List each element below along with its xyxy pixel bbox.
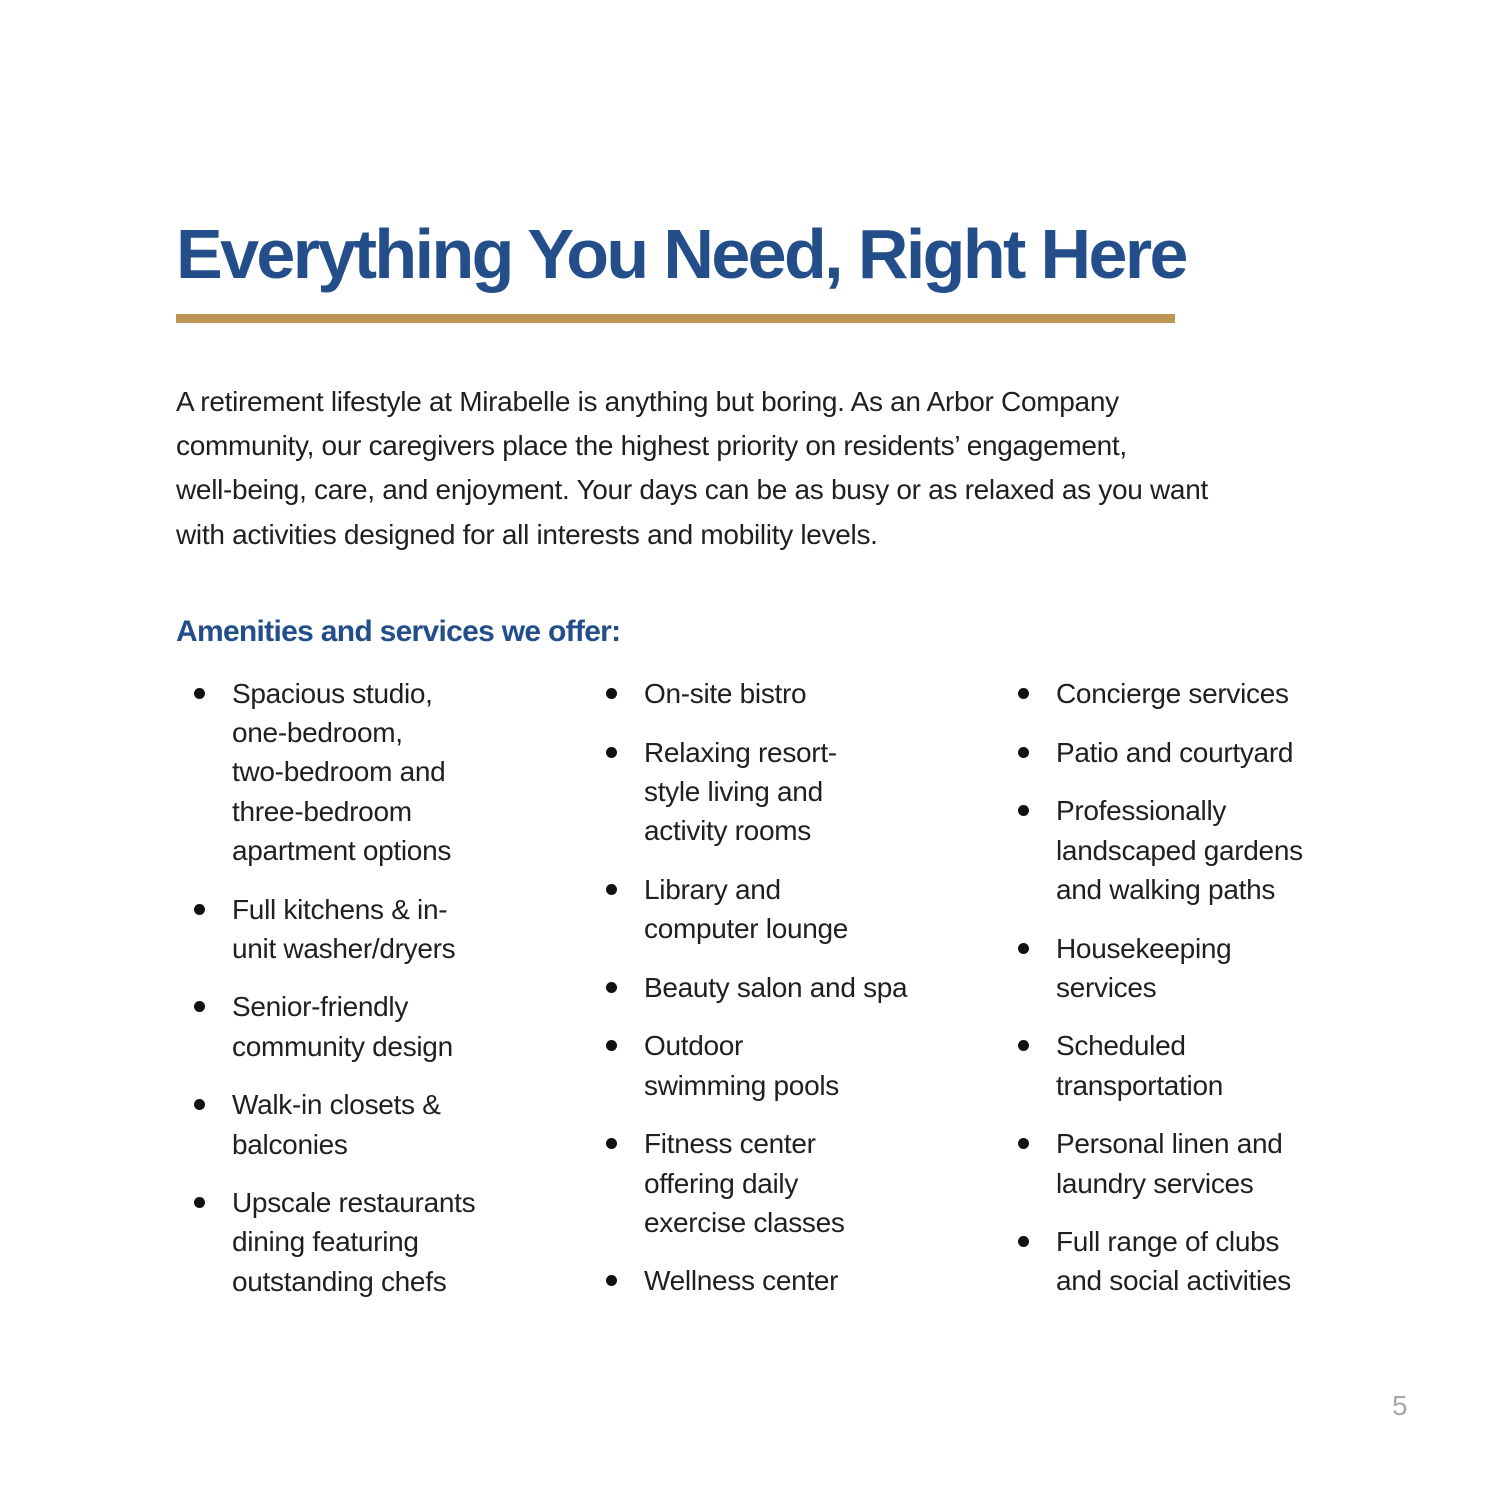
amenity-line: style living and [644,775,823,807]
amenity-line: Walk-in closets & [232,1089,441,1121]
bullet-icon [606,1275,617,1286]
amenity-line: balconies [232,1128,348,1160]
amenities-column-3 [1000,674,1400,1320]
amenity-line: three-bedroom [232,795,412,827]
amenity-line: Professionally [1056,795,1227,827]
amenity-line: Fitness center [644,1128,816,1160]
amenity-line: landscaped gardens [1056,834,1303,866]
amenity-line: offering daily [644,1167,799,1199]
amenity-line: apartment options [232,834,452,866]
amenities-column-2 [588,674,988,1320]
bullet-icon [194,904,205,915]
amenity-list-item [1000,1222,1400,1300]
bullet-icon [606,982,617,993]
amenity-line: Outdoor [644,1030,744,1062]
amenity-line: Scheduled [1056,1030,1186,1062]
amenity-line: one-bedroom, [232,717,403,749]
amenity-list-item [588,1124,988,1242]
bullet-icon [606,747,617,758]
amenity-list-item [588,674,988,713]
amenity-line: Personal linen and [1056,1128,1283,1160]
title-underline-rule [176,314,1175,323]
amenity-list-item [1000,791,1400,909]
amenity-line: Full kitchens & in- [232,893,448,925]
intro-line: community, our caregivers place the highest priority on residents’ engagement, [176,430,1127,462]
bullet-icon [606,884,617,895]
amenity-line: services [1056,971,1157,1003]
amenity-line: On-site bistro [644,678,807,709]
amenity-list-item [588,968,988,1007]
amenity-line: Library and [644,873,781,905]
amenity-line: community design [232,1030,453,1062]
amenity-list-item [176,890,576,968]
amenity-line: Spacious studio, [232,678,433,709]
amenity-line: and walking paths [1056,873,1276,905]
amenity-list-item [176,1085,576,1163]
amenity-list-item [588,870,988,948]
bullet-icon [194,688,205,699]
amenity-list-item [1000,1124,1400,1202]
amenity-line: outstanding chefs [232,1265,447,1297]
amenity-line: unit washer/dryers [232,932,456,964]
amenity-list-item [1000,674,1400,713]
intro-line: with activities designed for all interests and mobility levels. [176,518,878,550]
amenity-line: Upscale restaurants [232,1187,476,1219]
page-number: 5 [1392,1390,1408,1421]
amenity-line: Full range of clubs [1056,1226,1280,1258]
intro-paragraph [176,380,1306,557]
amenity-line: Concierge services [1056,678,1289,709]
bullet-icon [606,1040,617,1051]
amenity-line: dining featuring [232,1226,419,1258]
bullet-icon [194,1001,205,1012]
amenity-list-item [176,987,576,1065]
amenity-line: Relaxing resort- [644,736,837,768]
intro-line: well-being, care, and enjoyment. Your days can be as busy or as relaxed as you want [176,474,1208,506]
bullet-icon [606,688,617,699]
amenity-line: Patio and courtyard [1056,736,1294,768]
amenity-list-item [1000,733,1400,772]
amenity-line: activity rooms [644,815,811,847]
amenity-list-item [588,1026,988,1104]
amenity-line: Wellness center [644,1265,839,1297]
bullet-icon [194,1099,205,1110]
amenity-line: two-bedroom and [232,756,446,788]
amenity-line: exercise classes [644,1206,845,1238]
bullet-icon [606,1138,617,1149]
bullet-icon [1018,1236,1029,1247]
amenities-column-1 [176,674,576,1320]
bullet-icon [194,1197,205,1208]
amenity-line: Housekeeping [1056,932,1232,964]
amenity-line: and social activities [1056,1265,1291,1297]
amenity-line: swimming pools [644,1069,839,1101]
bullet-icon [1018,943,1029,954]
amenity-list-item [1000,929,1400,1007]
amenity-line: Senior-friendly [232,991,409,1023]
bullet-icon [1018,747,1029,758]
page-title: Everything You Need, Right Here [176,215,1186,293]
intro-line: A retirement lifestyle at Mirabelle is anything but boring. As an Arbor Company [176,386,1119,417]
bullet-icon [1018,1040,1029,1051]
amenity-list-item [1000,1026,1400,1104]
bullet-icon [1018,688,1029,699]
amenity-list-item [588,733,988,851]
amenity-line: transportation [1056,1069,1224,1101]
bullet-icon [1018,805,1029,816]
amenity-line: laundry services [1056,1167,1254,1199]
amenity-line: computer lounge [644,913,849,945]
amenity-list-item [588,1261,988,1300]
bullet-icon [1018,1138,1029,1149]
amenity-list-item [176,674,576,870]
amenity-line: Beauty salon and spa [644,971,908,1003]
amenity-list-item [176,1183,576,1301]
amenities-heading: Amenities and services we offer: [176,615,621,648]
